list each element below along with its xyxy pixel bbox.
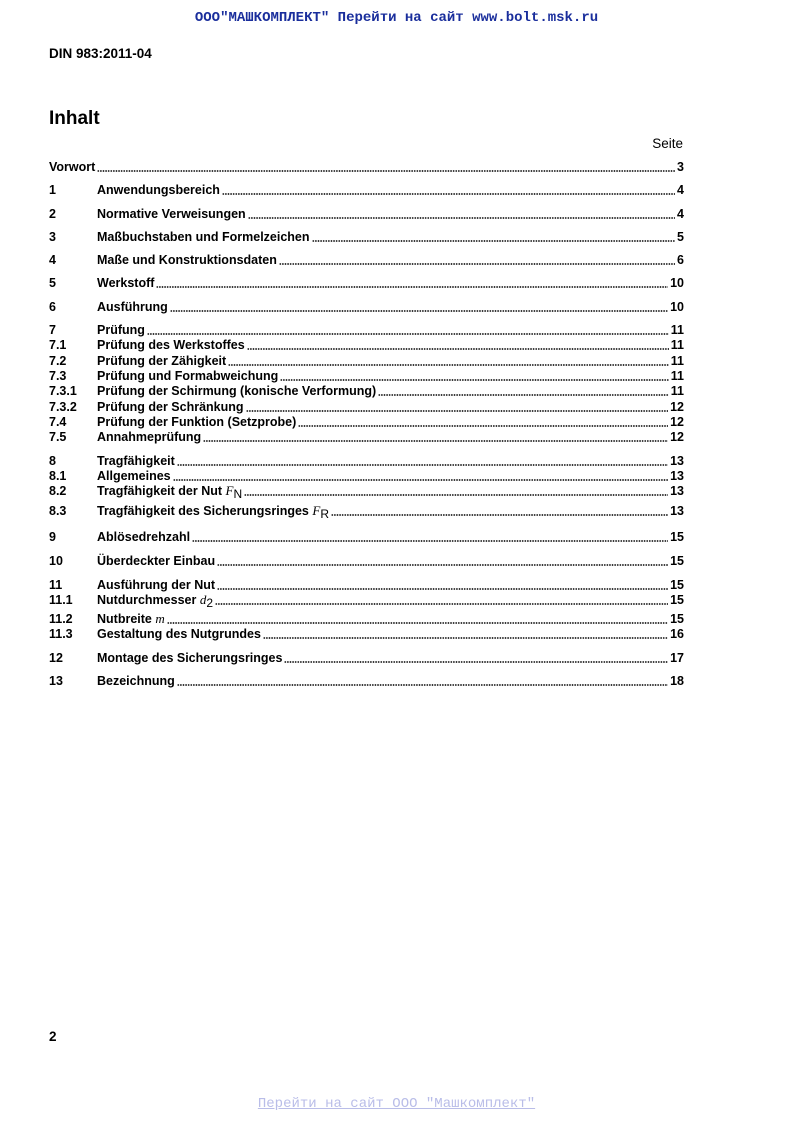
dot-leader xyxy=(263,628,668,640)
toc-number: 7.2 xyxy=(49,354,67,368)
toc-title xyxy=(97,252,277,268)
toc-number: 11 xyxy=(49,578,63,592)
toc-title-text: Allgemeines xyxy=(97,469,171,483)
toc-entry xyxy=(49,229,684,245)
toc-title-text: Maßbuchstaben und Formelzeichen xyxy=(97,230,310,244)
toc-title-text: Prüfung xyxy=(97,323,145,337)
toc-title-text: Prüfung der Funktion (Setzprobe) xyxy=(97,415,297,429)
toc-entry xyxy=(49,252,684,268)
toc-page-number: 3 xyxy=(677,160,684,174)
dot-leader xyxy=(312,231,676,243)
toc-entry xyxy=(49,626,684,642)
toc-page-number: 13 xyxy=(670,469,684,483)
toc-page-number: 10 xyxy=(670,276,684,290)
toc-number: 11.3 xyxy=(49,627,73,641)
toc-number: 8.1 xyxy=(49,469,67,483)
toc-title-text: Montage des Sicherungsringes xyxy=(97,651,283,665)
toc-page-number: 5 xyxy=(677,230,684,244)
toc-page-number: 15 xyxy=(670,530,684,544)
dot-leader xyxy=(156,277,668,289)
toc-entry xyxy=(49,414,684,430)
toc-page-number: 18 xyxy=(670,674,684,688)
toc-entry xyxy=(49,529,684,545)
toc-number: 8.3 xyxy=(49,504,67,518)
toc-title-text: Maße und Konstruktionsdaten xyxy=(97,253,277,267)
dot-leader xyxy=(203,431,668,443)
toc-number: 7.4 xyxy=(49,415,67,429)
toc-page-number: 12 xyxy=(670,430,684,444)
formula-symbol xyxy=(312,503,329,521)
toc-title xyxy=(97,299,168,315)
toc-entry xyxy=(49,429,684,445)
toc-title xyxy=(97,368,278,384)
banner-link[interactable]: ООО"МАШКОМПЛЕКТ" Перейти на сайт www.bolt.msk.ru xyxy=(194,10,599,26)
dot-leader xyxy=(228,355,669,367)
toc-title xyxy=(97,483,242,502)
toc-number: 5 xyxy=(49,276,56,290)
toc-title-text: Ausführung xyxy=(97,300,168,314)
toc-entry xyxy=(49,468,684,484)
toc-entry xyxy=(49,206,684,222)
toc-number: 3 xyxy=(49,230,56,244)
toc-entry xyxy=(49,650,684,666)
toc-title xyxy=(97,383,376,399)
toc-title xyxy=(97,399,244,415)
toc-entry xyxy=(49,275,684,291)
toc-number: 4 xyxy=(49,253,56,267)
toc-title xyxy=(97,468,171,484)
toc-title-text: Prüfung der Schirmung (konische Verformung) xyxy=(97,384,377,398)
toc-page-number: 4 xyxy=(677,207,684,221)
document-code: DIN 983:2011-04 xyxy=(49,46,152,61)
toc-number: 8 xyxy=(49,454,56,468)
toc-entry xyxy=(49,553,684,569)
toc-page-number: 12 xyxy=(670,415,684,429)
dot-leader xyxy=(192,531,668,543)
toc-page-number: 15 xyxy=(670,578,684,592)
toc-entry xyxy=(49,159,684,175)
formula-symbol xyxy=(155,611,164,626)
toc-title xyxy=(97,182,220,198)
toc-number: 7.3.2 xyxy=(49,400,77,414)
toc-title xyxy=(97,650,282,666)
toc-page-number: 17 xyxy=(670,651,684,665)
dot-leader xyxy=(246,401,669,413)
formula-symbol xyxy=(199,592,214,610)
formula-variable: F xyxy=(312,503,321,518)
toc-entry xyxy=(49,299,684,315)
formula-variable: F xyxy=(225,483,234,498)
toc-page-number: 11 xyxy=(670,338,684,352)
toc-number: 2 xyxy=(49,207,56,221)
toc-entry xyxy=(49,673,684,689)
dot-leader xyxy=(177,675,668,687)
dot-leader xyxy=(280,370,669,382)
toc-title-text: Tragfähigkeit des Sicherungsringes xyxy=(97,504,309,518)
toc-number: 9 xyxy=(49,530,56,544)
toc-entry xyxy=(49,592,684,608)
toc-title-text: Annahmeprüfung xyxy=(97,430,202,444)
toc-title xyxy=(97,592,213,611)
toc-title-text: Werkstoff xyxy=(97,276,155,290)
toc-number: 10 xyxy=(49,554,63,568)
toc-title-text: Bezeichnung xyxy=(97,674,175,688)
toc-page-number: 15 xyxy=(670,612,684,626)
toc-entry xyxy=(49,577,684,593)
formula-subscript: 2 xyxy=(206,596,214,610)
toc-title xyxy=(97,553,215,569)
toc-title xyxy=(97,322,145,338)
footer-link[interactable]: Перейти на сайт ООО "Машкомплект" xyxy=(257,1096,536,1112)
dot-leader xyxy=(97,161,675,173)
toc-number: 8.2 xyxy=(49,484,67,498)
page-title: Inhalt xyxy=(49,108,100,129)
dot-leader xyxy=(284,652,668,664)
dot-leader xyxy=(217,555,668,567)
toc-entry xyxy=(49,337,684,353)
toc-title xyxy=(97,337,245,353)
formula-subscript: R xyxy=(320,507,329,521)
dot-leader xyxy=(217,579,668,591)
dot-leader xyxy=(248,208,675,220)
toc-title-text: Anwendungsbereich xyxy=(97,183,220,197)
toc-entry xyxy=(49,322,684,338)
toc-title xyxy=(97,275,154,291)
toc-number: 7.1 xyxy=(49,338,67,352)
toc-page-number: 15 xyxy=(670,593,684,607)
toc-number: 6 xyxy=(49,300,56,314)
toc-title-text: Ausführung der Nut xyxy=(97,578,216,592)
toc-entry xyxy=(49,503,684,519)
toc-page-number: 13 xyxy=(670,454,684,468)
dot-leader xyxy=(222,184,675,196)
toc-title-text: Prüfung und Formabweichung xyxy=(97,369,279,383)
dot-leader xyxy=(244,485,668,497)
toc-page-number: 13 xyxy=(670,504,684,518)
toc-title xyxy=(97,577,215,593)
toc-title xyxy=(97,529,190,545)
toc-title-text: Ablösedrehzahl xyxy=(97,530,191,544)
dot-leader xyxy=(247,339,669,351)
dot-leader xyxy=(147,324,669,336)
page-column-label: Seite xyxy=(652,136,683,151)
toc-title xyxy=(97,611,165,627)
toc-title-text: Normative Verweisungen xyxy=(97,207,246,221)
formula-variable: m xyxy=(155,611,165,626)
toc-page-number: 13 xyxy=(670,484,684,498)
toc-page-number: 4 xyxy=(677,183,684,197)
toc-title xyxy=(97,673,175,689)
dot-leader xyxy=(173,470,668,482)
toc-page-number: 12 xyxy=(670,400,684,414)
dot-leader xyxy=(177,455,668,467)
toc-title-text: Tragfähigkeit der Nut xyxy=(97,484,223,498)
toc-entry xyxy=(49,368,684,384)
toc-title xyxy=(97,206,246,222)
toc-entry xyxy=(49,453,684,469)
dot-leader xyxy=(170,301,668,313)
toc-page-number: 11 xyxy=(670,369,684,383)
toc-page-number: 16 xyxy=(670,627,684,641)
toc-title-text: Prüfung der Schränkung xyxy=(97,400,244,414)
toc-title-text: Nutdurchmesser xyxy=(97,593,197,607)
toc-title-text: Überdeckter Einbau xyxy=(97,554,216,568)
toc-page-number: 11 xyxy=(670,354,684,368)
toc-title-text: Nutbreite xyxy=(97,612,152,626)
toc-number: 7.3 xyxy=(49,369,67,383)
toc-title: Vorwort xyxy=(49,160,96,174)
formula-variable: d xyxy=(199,592,207,607)
toc-title xyxy=(97,626,261,642)
toc-number: 12 xyxy=(49,651,63,665)
toc-page-number: 11 xyxy=(670,384,684,398)
toc-entry xyxy=(49,483,684,499)
toc-title xyxy=(97,353,226,369)
toc-entry xyxy=(49,611,684,627)
toc-entry xyxy=(49,399,684,415)
toc-number: 7 xyxy=(49,323,56,337)
toc-title-text: Gestaltung des Nutgrundes xyxy=(97,627,261,641)
dot-leader xyxy=(331,505,668,517)
formula-symbol xyxy=(225,483,243,501)
toc-number: 11.1 xyxy=(49,593,73,607)
toc-entry xyxy=(49,353,684,369)
toc-page-number: 11 xyxy=(670,323,684,337)
toc-title xyxy=(97,229,310,245)
toc-page-number: 15 xyxy=(670,554,684,568)
page-number: 2 xyxy=(49,1029,57,1044)
toc-number: 7.5 xyxy=(49,430,67,444)
toc-entry xyxy=(49,383,684,399)
toc-title-text: Prüfung der Zähigkeit xyxy=(97,354,227,368)
toc-title xyxy=(97,453,175,469)
dot-leader xyxy=(279,254,675,266)
toc-title xyxy=(97,414,296,430)
toc-title xyxy=(97,503,329,522)
dot-leader xyxy=(167,613,668,625)
formula-subscript: N xyxy=(233,487,243,501)
toc-title xyxy=(97,429,201,445)
toc-number: 7.3.1 xyxy=(49,384,77,398)
toc-page-number: 10 xyxy=(670,300,684,314)
toc-number: 11.2 xyxy=(49,612,73,626)
toc-title-text: Tragfähigkeit xyxy=(97,454,175,468)
dot-leader xyxy=(298,416,668,428)
dot-leader xyxy=(215,594,668,606)
toc-number: 13 xyxy=(49,674,63,688)
toc-title-text: Prüfung des Werkstoffes xyxy=(97,338,245,352)
dot-leader xyxy=(378,385,669,397)
toc-entry xyxy=(49,182,684,198)
toc-page-number: 6 xyxy=(677,253,684,267)
toc-number: 1 xyxy=(49,183,56,197)
